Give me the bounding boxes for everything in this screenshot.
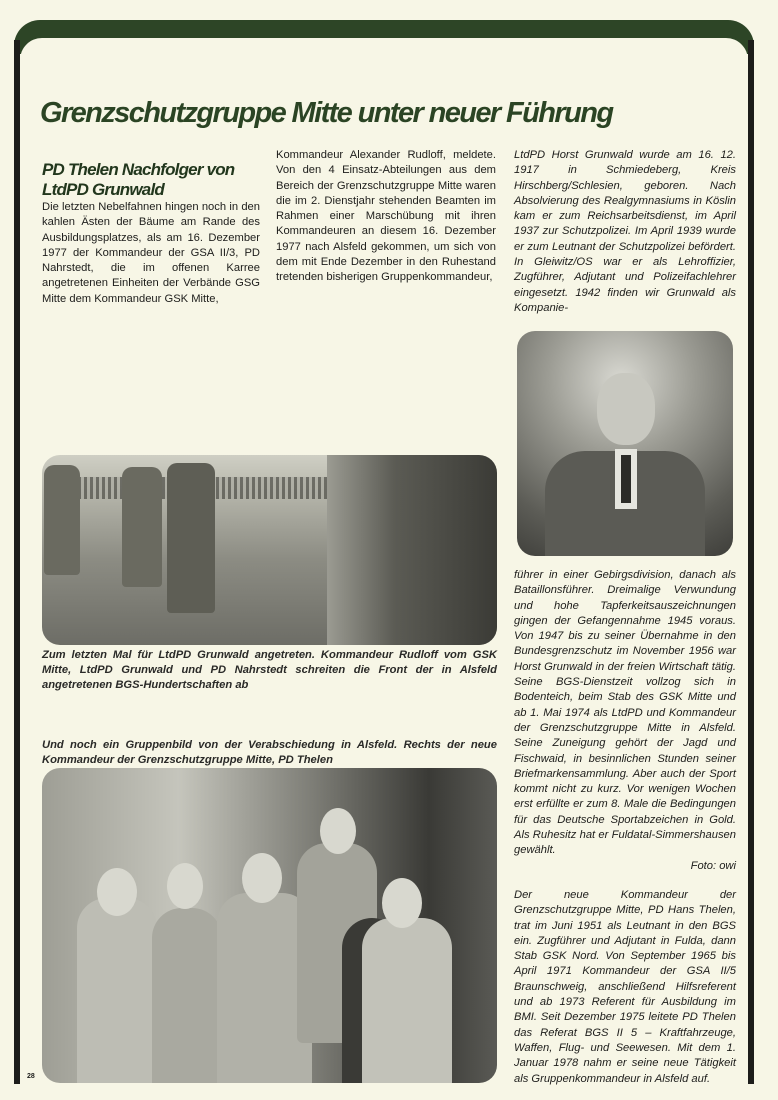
photo-grunwald-portrait [517, 331, 733, 556]
page-title: Grenzschutzgruppe Mitte unter neuer Führung [40, 97, 613, 130]
article-subhead: PD Thelen Nachfolger von LtdPD Grunwald [42, 160, 235, 200]
page-number: 28 [27, 1073, 35, 1080]
photo-group-farewell [42, 768, 497, 1083]
photo-parade-inspection [42, 455, 497, 645]
grunwald-bio-part-2 [514, 568, 736, 874]
caption-group-photo: Und noch ein Gruppenbild von der Verabschiedung in Alsfeld. Rechts der neue Kommandeur der Grenzschutzgruppe Mitte, PD Thelen [42, 739, 497, 766]
frame-right-rule [748, 40, 754, 1084]
thelen-bio: Der neue Kommandeur der Grenzschutzgruppe Mitte, PD Hans Thelen, trat im Juni 1951 als Leutnant in den BGS ein. Zugführer und Adjutant in Fulda, dann Stab GSK Nord. Von September 1965 bis April 1971 Kommandeur der GSA II/5 Braunschweig, anschließend Hilfsreferent und ab 1973 Referent für Ausbildung im BMI. Seit Dezember 1975 leitete PD Thelen das Referat BGS II 5 – Kraftfahrzeuge, Waffen, Flug- und Seewesen. Mit dem 1. Januar 1978 nahm er seine neue Tätigkeit als Gruppenkommandeur in Alsfeld auf. [514, 889, 736, 1085]
photo-credit: Foto: owi [690, 859, 736, 872]
article-column-2: Kommandeur Alexander Rudloff, meldete. Von den 4 Einsatz-Abteilungen aus dem Bereich der Grenzschutzgruppe Mitte waren die im 2. Dienstjahr stehenden Beamten im Rahmen einer Marschübung mit ihren Kommandeuren an diesem 16. Dezember 1977 nach Alsfeld gekommen, um sich von dem mit Ende Dezember in den Ruhestand tretenden bisherigen Gruppenkommandeur, [276, 149, 496, 284]
grunwald-bio-part-1: LtdPD Horst Grunwald wurde am 16. 12. 1917 in Schmiedeberg, Kreis Hirschberg/Schlesien, geboren. Nach Absolvierung des Realgymnasiums in Köslin kam er zum Reichsarbeitsdienst, im April 1937 zur Schutzpolizei. Im April 1939 wurde er zum Leutnant der Schutzpolizei befördert. In Gleiwitz/OS war er als Lehroffizier, Zugführer, Adjutant und Polizeifachlehrer eingesetzt. 1942 finden wir Grunwald als Kompanie- [514, 149, 736, 314]
grunwald-bio-text: führer in einer Gebirgsdivision, danach als Bataillonsführer. Dreimalige Verwundung und hohe Tapferkeitsauszeichnungen gingen der Gefangennahme 1945 voraus. Von 1947 bis zu seiner Übernahme in den Bundesgrenzschutz im November 1956 war Horst Grunwald in der freien Wirtschaft tätig. Seine BGS-Dienstzeit vollzog sich in Bodenteich, beim Stab des GSK Mitte und ab 1. Mai 1974 als LtdPD und Kommandeur der Grenzschutzgruppe Mitte in Alsfeld. Seine Zuneigung gehört der Jagd und Fischwaid, in besinnlichen Stunden seiner Briefmarkensammlung. Aber auch der Sport kommt nicht zu kurz. Vor wenigen Wochen erst erfüllte er zum 8. Male die Bedingungen für das Deutsche Sportabzeichen in Gold. Als Ruhesitz hat er Fuldatal-Simmershausen gewählt. [514, 569, 736, 857]
caption-parade-photo: Zum letzten Mal für LtdPD Grunwald angetreten. Kommandeur Rudloff vom GSK Mitte, LtdPD Grunwald und PD Nahrstedt schreiten die Front der in Alsfeld angetretenen BGS-Hundertschaften ab [42, 649, 497, 691]
frame-left-rule [14, 40, 20, 1084]
article-column-1: Die letzten Nebelfahnen hingen noch in den kahlen Ästen der Bäume am Rande des Ausbildungsplatzes, als am 16. Dezember 1977 der Kommandeur der GSA II/3, PD Nahrstedt, die im offenen Karree angetretenen Einheiten der Verbände GSG Mitte dem Kommandeur GSK Mitte, [42, 201, 260, 305]
